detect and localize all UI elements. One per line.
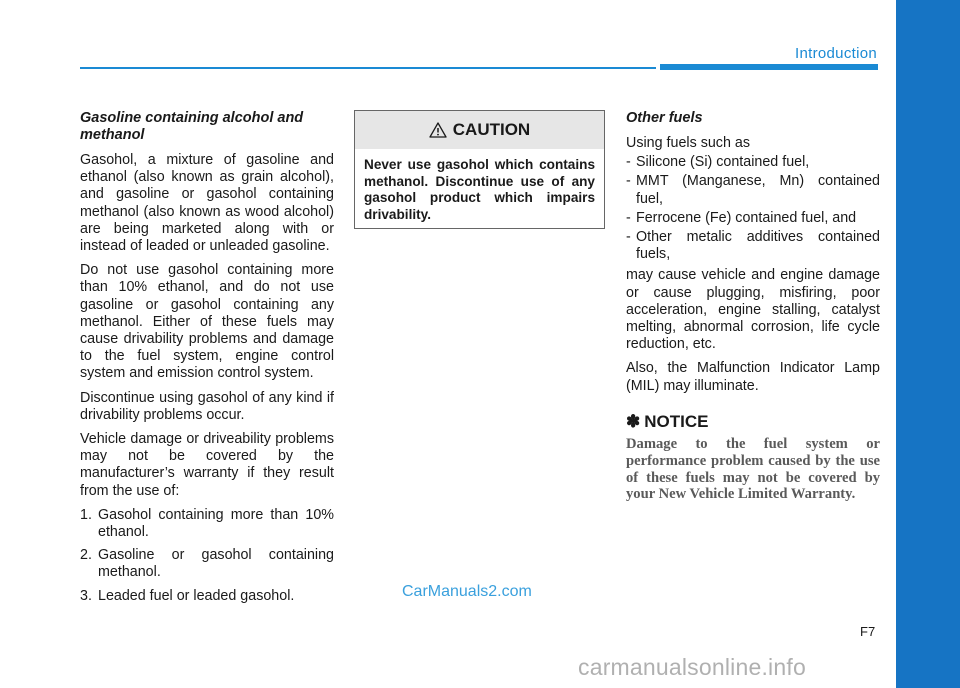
list-item-text: Gasohol containing more than 10% ethanol. <box>98 506 334 541</box>
paragraph: Using fuels such as <box>626 135 750 151</box>
list-marker: - <box>626 229 631 246</box>
list-item-text: Ferrocene (Fe) contained fuel, and <box>636 209 857 226</box>
notice-text: Damage to the fuel system or performance problem caused by the use of these fuels may not be covered by your New Vehicle Limited Warranty. <box>626 436 880 503</box>
list-item-text: Other metalic additives contained fuels, <box>636 229 880 263</box>
caution-box <box>354 110 605 229</box>
paragraph: Gasohol, a mixture of gasoline and ethanol (also known as grain alcohol), and gasoline or gasohol containing methanol (also known as wood alcohol) are being marketed along with or instead of leaded or unleaded gasoline. <box>80 152 334 255</box>
list-item <box>80 547 334 581</box>
list-item <box>626 210 880 227</box>
page-number: F7 <box>860 624 876 639</box>
heading-other-fuels: Other fuels <box>626 110 703 126</box>
notice-heading <box>626 413 880 430</box>
header-rule <box>80 67 656 69</box>
list-item <box>626 173 880 207</box>
list-item-text: Silicone (Si) contained fuel, <box>636 154 810 171</box>
list-item <box>626 154 880 171</box>
caution-header <box>355 111 604 149</box>
watermark-bottom: carmanualsonline.info <box>578 654 806 680</box>
list-marker: 1. <box>80 506 92 523</box>
right-column <box>626 110 880 510</box>
notice-star-icon: ✽ <box>626 411 641 431</box>
list-marker: - <box>626 209 631 226</box>
list-marker: 3. <box>80 587 92 604</box>
list-item-text: Leaded fuel or leaded gasohol. <box>98 587 295 604</box>
fuel-additive-list <box>626 154 880 263</box>
heading-gasoline-alcohol: Gasoline containing alcohol and methanol <box>80 110 304 143</box>
list-marker: - <box>626 173 631 190</box>
paragraph: may cause vehicle and engine damage or cause plugging, misfiring, poor acceleration, engine stalling, catalyst melting, abnormal corrosion, life cycle reduction, etc. <box>626 267 880 353</box>
paragraph: Discontinue using gasohol of any kind if drivability problems occur. <box>80 389 334 423</box>
paragraph: Vehicle damage or driveability problems may not be covered by the manufacturer’s warranty if they result from the use of: <box>80 431 334 499</box>
paragraph: Also, the Malfunction Indicator Lamp (MIL) may illuminate. <box>626 360 880 394</box>
watermark-top: CarManuals2.com <box>402 583 532 600</box>
caution-title: CAUTION <box>452 120 531 139</box>
list-item-text: Gasoline or gasohol containing methanol. <box>98 547 334 581</box>
list-marker: 2. <box>80 547 92 564</box>
notice-title: NOTICE <box>644 411 709 431</box>
list-item <box>626 229 880 263</box>
side-tab <box>896 0 960 688</box>
warranty-exclusion-list <box>80 507 334 605</box>
warning-triangle-icon <box>429 122 447 138</box>
list-item <box>80 588 334 605</box>
header-rule-accent <box>660 64 878 70</box>
list-item-text: MMT (Manganese, Mn) contained fuel, <box>636 173 880 207</box>
section-title: Introduction <box>795 45 877 62</box>
paragraph: Do not use gasohol containing more than 10% ethanol, and do not use gasoline or gasohol containing any methanol. Either of these fuels may cause drivability problems and damage to the fuel system, engine control system and emission control system. <box>80 262 334 382</box>
list-item <box>80 507 334 541</box>
caution-body: Never use gasohol which contains methanol. Discontinue use of any gasohol product which impairs drivability. <box>364 157 595 222</box>
list-marker: - <box>626 154 631 171</box>
left-column <box>80 110 334 611</box>
